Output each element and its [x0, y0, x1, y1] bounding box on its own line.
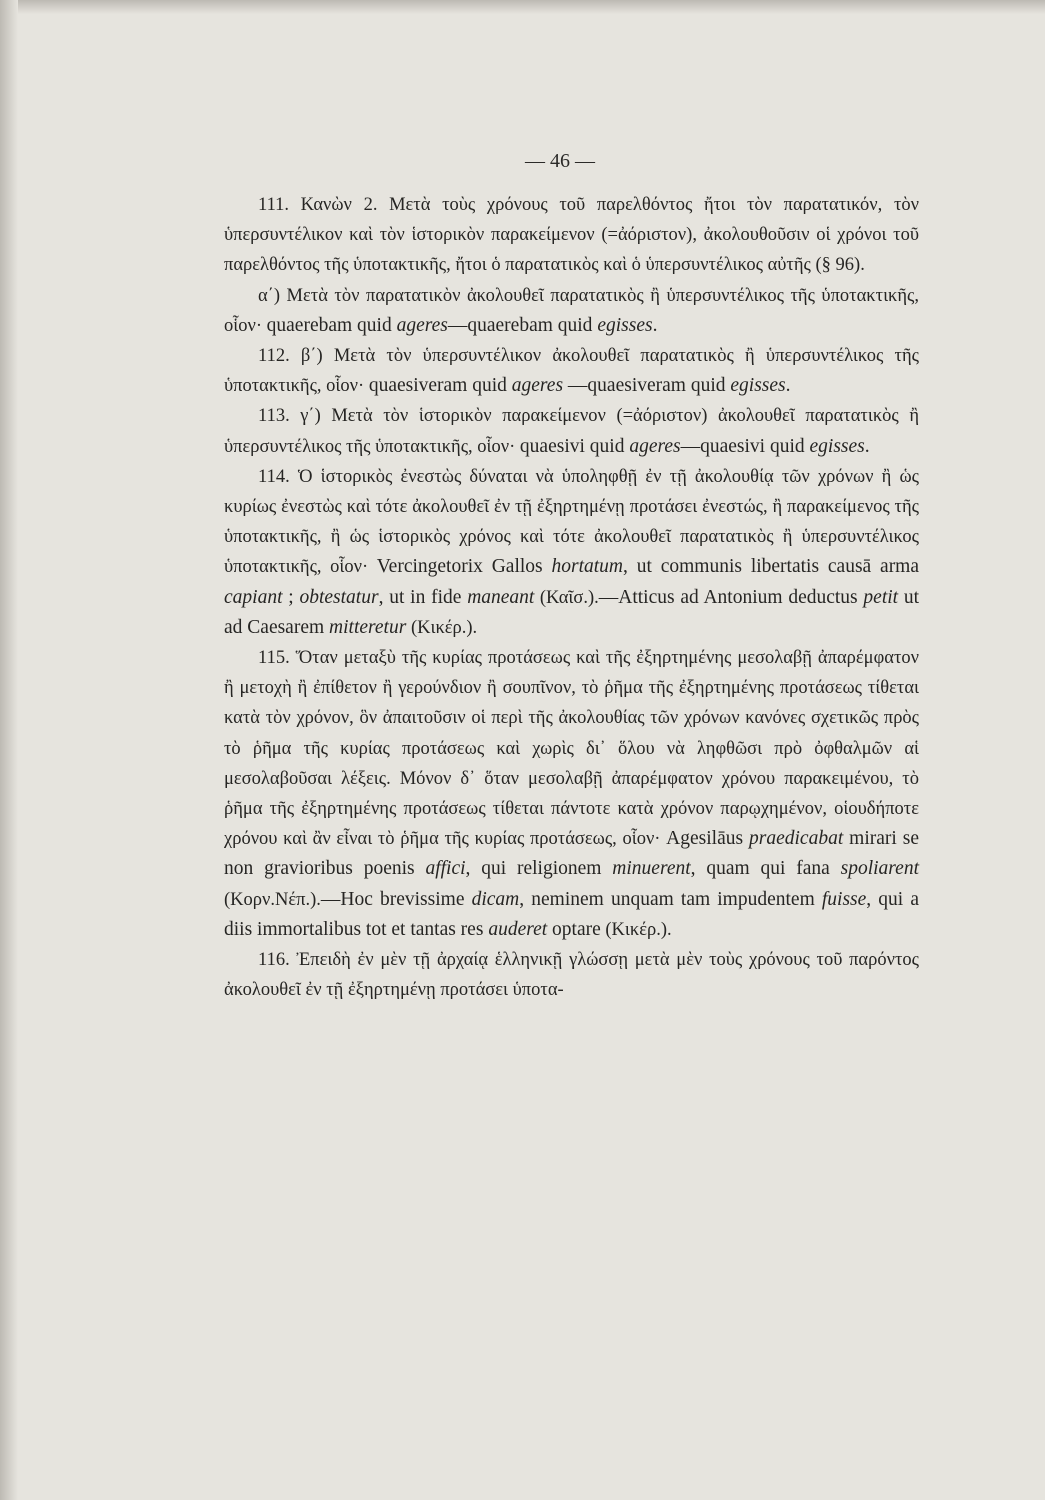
latin-example: quaesivi quid ageres—quaesivi quid egisses.: [519, 435, 870, 457]
scan-edge-left: [0, 0, 18, 1500]
latin-example: —Atticus ad Antonium deductus petit ut ad Caesarem mitteretur: [224, 586, 920, 638]
scan-edge-top: [0, 0, 1045, 14]
paragraph-114: [224, 462, 919, 643]
greek-text: α΄) Μετὰ τὸν παρατατικὸν ἀκολουθεῖ παρατατικὸς ἢ ὑπερσυντέλικος τῆς ὑποτακτικῆς, οἷον·: [224, 285, 919, 336]
paragraph-113: [224, 401, 919, 461]
body-text: [224, 190, 919, 1005]
greek-text: 115. Ὅταν μεταξὺ τῆς κυρίας προτάσεως καὶ τῆς ἐξηρτημένης μεσολαβῇ ἀπαρέμφατον ἢ μετοχὴ ἢ ἐπίθετον ἢ γερούνδιον ἢ σουπῖνον, τὸ ῥῆμα τῆς ἐξηρτημένης προτάσεως τίθεται κατὰ τὸν χρόνον, ὃν ἀπαιτοῦσιν οἱ περὶ τῆς ἀκολουθίας τῶν χρόνων κανόνες σχετικῶς πρὸς τὸ ῥῆμα τῆς κυρίας προτάσεως καὶ χωρὶς δι᾽ ὅλου νὰ ληφθῶσι πρὸ ὀφθαλμῶν αἱ μεσολαβοῦσαι λέξεις. Μόνον δ᾽ ὅταν μεσολαβῇ ἀπαρέμφατον χρόνου παρακειμένου, τὸ ῥῆμα τῆς ἐξηρτημένης προτάσεως τίθεται πάντοτε κατὰ χρόνον παρῳχημένον, οἱουδήποτε χρόνου καὶ ἂν εἶναι τὸ ῥῆμα τῆς κυρίας προτάσεως, οἷον·: [224, 648, 919, 850]
latin-example: quaerebam quid ageres—quaerebam quid egisses.: [266, 314, 658, 336]
paragraph-116: [224, 945, 919, 1005]
page-number: — 46 —: [525, 150, 595, 172]
greek-text: 112. β΄) Μετὰ τὸν ὑπερσυντέλικον ἀκολουθεῖ παρατατικὸς ἢ ὑπερσυντέλικος τῆς ὑποτακτικῆς, οἷον·: [224, 346, 919, 397]
latin-example: Vercingetorix Gallos hortatum, ut communis libertatis causā arma capiant ; obtestatur, ut in fide maneant: [224, 556, 920, 608]
latin-example: Agesilāus praedicabat mirari se non gravioribus poenis affici, qui religionem minuerent, quam qui fana spoliarent: [224, 828, 919, 880]
greek-text: 111. Κανὼν 2. Μετὰ τοὺς χρόνους τοῦ παρελθόντος ἤτοι τὸν παρατατικόν, τὸν ὑπερσυντέλικον καὶ τὸν ἱστορικὸν παρακείμενον (=ἀόριστον), ἀκολουθοῦσιν οἱ χρόνοι τοῦ παρελθόντος τῆς ὑποτακτικῆς, ἤτοι ὁ παρατατικὸς καὶ ὁ ὑπερσυντέλικος αὐτῆς (§ 96).: [224, 195, 919, 276]
paragraph-111-a: [224, 281, 919, 341]
greek-citation: (Κικέρ.).: [406, 617, 478, 638]
paragraph-115: [224, 643, 919, 945]
greek-text: 116. Ἐπειδὴ ἐν μὲν τῇ ἀρχαίᾳ ἑλληνικῇ γλώσσῃ μετὰ μὲν τοὺς χρόνους τοῦ παρόντος ἀκολουθεῖ ἐν τῇ ἐξηρτημένῃ προτάσει ὑποτα-: [224, 950, 919, 1001]
greek-citation: (Κικέρ.).: [600, 919, 672, 940]
greek-text: 114. Ὁ ἱστορικὸς ἐνεστὼς δύναται νὰ ὑποληφθῇ ἐν τῇ ἀκολουθίᾳ τῶν χρόνων ἢ ὡς κυρίως ἐνεστὼς καὶ τότε ἀκολουθεῖ ἐν τῇ ἐξηρτημένῃ προτάσει ἐνεστώς, ἢ παρακείμενος τῆς ὑποτακτικῆς, ἢ ὡς ἱστορικὸς χρόνος καὶ τότε ἀκολουθεῖ παρατατικὸς ἢ ὑπερσυντέλικος ὑποτακτικῆς, οἷον·: [224, 466, 919, 578]
latin-example: quaesiveram quid ageres —quaesiveram quid egisses.: [368, 375, 791, 397]
greek-text: 113. γ΄) Μετὰ τὸν ἱστορικὸν παρακείμενον (=ἀόριστον) ἀκολουθεῖ παρατατικὸς ἢ ὑπερσυντέλικος τῆς ὑποτακτικῆς, οἷον·: [224, 406, 919, 457]
paragraph-111: [224, 190, 919, 281]
greek-citation: (Κορν.Νέπ.).: [224, 889, 321, 910]
paragraph-112: [224, 341, 919, 401]
latin-example: —Hoc brevissime dicam, neminem unquam tam impudentem fuisse, qui a diis immortalibus tot et tantas res auderet optare: [224, 888, 919, 940]
greek-citation: (Καῖσ.).: [534, 587, 599, 608]
